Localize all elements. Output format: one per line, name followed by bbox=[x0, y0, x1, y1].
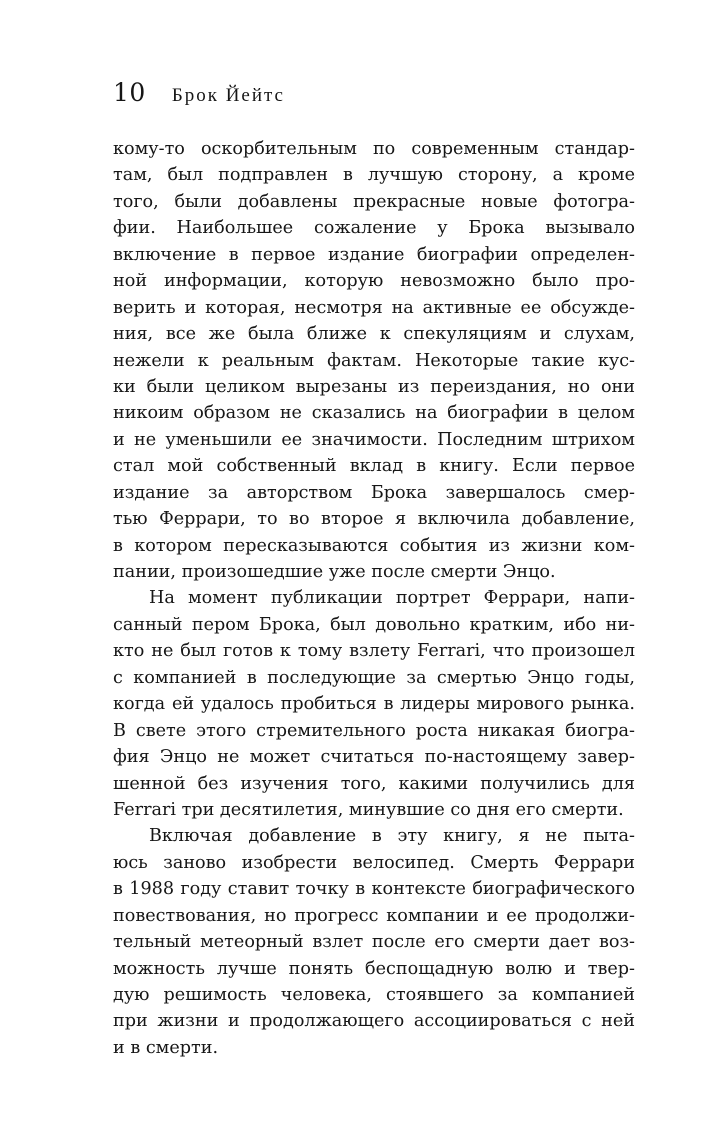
text-line: при жизни и продолжающего ассоциироваться с ней bbox=[113, 1011, 635, 1032]
text-line: когда ей удалось пробиться в лидеры мирового рынка. bbox=[113, 694, 635, 715]
text-line: никоим образом не сказались на биографии в целом bbox=[113, 403, 635, 424]
text-line: тью Феррари, то во второе я включила добавление, bbox=[113, 509, 635, 530]
paragraph-1 bbox=[113, 136, 635, 585]
text-line: кто не был готов к тому взлету Ferrari, что произошел bbox=[113, 641, 635, 662]
paragraph-2 bbox=[113, 585, 635, 823]
text-line: можность лучше понять беспощадную волю и твер- bbox=[113, 958, 635, 979]
text-line: верить и которая, несмотря на активные ее обсужде- bbox=[113, 297, 635, 318]
text-line: повествования, но прогресс компании и ее продолжи- bbox=[113, 905, 635, 926]
text-line: Ferrari три десятилетия, минувшие со дня его смерти. bbox=[113, 799, 624, 820]
text-line: пании, произошедшие уже после смерти Энцо. bbox=[113, 562, 556, 582]
text-line: тельный метеорный взлет после его смерти дает воз- bbox=[113, 932, 635, 953]
text-line: в котором пересказываются события из жизни ком- bbox=[113, 535, 635, 556]
text-line: дую решимость человека, стоявшего за компанией bbox=[113, 985, 635, 1005]
text-line: там, был подправлен в лучшую сторону, а кроме bbox=[113, 165, 635, 186]
text-line: стал мой собственный вклад в книгу. Если первое bbox=[113, 456, 635, 477]
text-line: ки были целиком вырезаны из переиздания, но они bbox=[113, 376, 635, 397]
text-line: Включая добавление в эту книгу, я не пыта- bbox=[149, 826, 635, 847]
text-line: издание за авторством Брока завершалось смер- bbox=[113, 482, 635, 503]
page-number: 10 bbox=[113, 78, 146, 107]
text-line: нежели к реальным фактам. Некоторые такие кус- bbox=[113, 350, 635, 371]
text-line: фия Энцо не может считаться по-настоящему завер- bbox=[113, 747, 635, 768]
running-head bbox=[113, 78, 285, 108]
text-line: в 1988 году ставит точку в контексте биографического bbox=[113, 879, 635, 900]
text-line: и не уменьшили ее значимости. Последним штрихом bbox=[113, 429, 635, 450]
text-line: В свете этого стремительного роста никакая биогра- bbox=[113, 720, 635, 741]
text-line: ной информации, которую невозможно было про- bbox=[113, 271, 635, 292]
text-line: и в смерти. bbox=[113, 1037, 219, 1058]
text-line: На момент публикации портрет Феррари, напи- bbox=[149, 588, 635, 609]
text-line: включение в первое издание биографии определен- bbox=[113, 244, 635, 265]
text-line: того, были добавлены прекрасные новые фотогра- bbox=[113, 191, 635, 212]
text-line: юсь заново изобрести велосипед. Смерть Феррари bbox=[113, 852, 635, 873]
body-text bbox=[113, 136, 635, 1061]
paragraph-3 bbox=[113, 823, 635, 1061]
text-line: ния, все же была ближе к спекуляциям и слухам, bbox=[113, 324, 635, 345]
text-line: санный пером Брока, был довольно кратким, ибо ни- bbox=[113, 614, 635, 635]
text-line: кому-то оскорбительным по современным стандар- bbox=[113, 139, 635, 159]
text-line: фии. Наибольшее сожаление у Брока вызывало bbox=[113, 218, 635, 239]
text-line: с компанией в последующие за смертью Энцо годы, bbox=[113, 667, 635, 688]
text-line: шенной без изучения того, какими получились для bbox=[113, 773, 635, 794]
running-title: Брок Йейтс bbox=[171, 85, 285, 106]
